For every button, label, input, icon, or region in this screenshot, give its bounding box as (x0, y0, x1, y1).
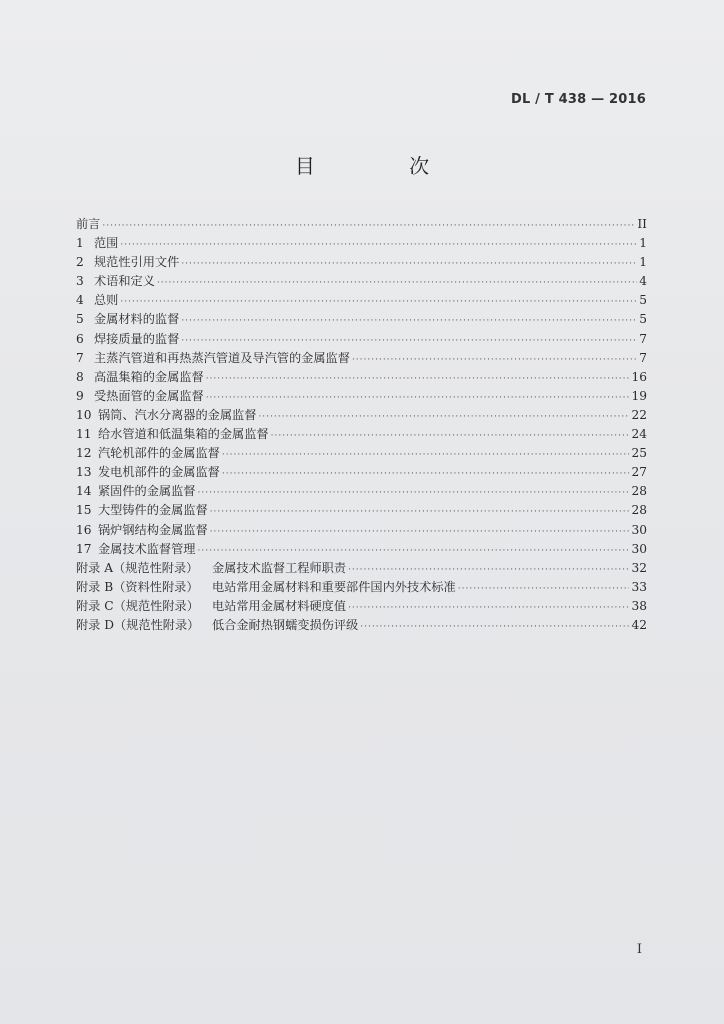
toc-entry-label: 规范性引用文件 (94, 255, 180, 270)
appendix-heading: 附录 C（规范性附录） (76, 598, 199, 613)
dot-leader (120, 293, 637, 312)
toc-entry-page: 7 (639, 331, 647, 346)
toc-entry-12[interactable] (76, 444, 647, 463)
toc-entry-11[interactable] (76, 425, 647, 444)
toc-entry-page: 42 (631, 617, 647, 632)
dot-leader (348, 599, 629, 618)
toc-entry-1[interactable] (76, 234, 647, 253)
toc-entry-number: 12 (76, 446, 92, 461)
page-number: I (636, 942, 642, 957)
toc-entry-4[interactable] (76, 291, 647, 310)
toc-entry-appendix-d[interactable] (76, 616, 647, 635)
toc-entry-9[interactable] (76, 387, 647, 406)
toc-entry-page: 38 (631, 598, 647, 613)
appendix-heading: 附录 B（资料性附录） (76, 579, 199, 594)
toc-entry-page: 30 (631, 541, 647, 556)
dot-leader (222, 465, 630, 484)
toc-entry-13[interactable] (76, 463, 647, 482)
toc-entry-label: 汽轮机部件的金属监督 (98, 446, 220, 461)
toc-entry-page: 4 (639, 274, 647, 289)
toc-entry-14[interactable] (76, 482, 647, 501)
toc-entry-label: 大型铸件的金属监督 (98, 503, 208, 518)
toc-entry-page: 5 (639, 293, 647, 308)
dot-leader (222, 446, 630, 465)
toc-entry-page: 19 (631, 388, 647, 403)
toc-entry-3[interactable] (76, 272, 647, 291)
toc-entry-2[interactable] (76, 253, 647, 272)
dot-leader (198, 484, 630, 503)
toc-entry-page: 1 (639, 236, 647, 251)
standard-code: DL / T 438 — 2016 (510, 92, 646, 107)
appendix-heading: 附录 D（规范性附录） (76, 617, 200, 632)
toc-entry-page: 24 (631, 427, 647, 442)
dot-leader (157, 274, 637, 293)
toc-entry-page: 7 (639, 350, 647, 365)
toc-entry-label: 锅炉钢结构金属监督 (98, 522, 208, 537)
toc-entry-page: 33 (631, 579, 647, 594)
toc-entry-page: 5 (639, 312, 647, 327)
toc-entry-number: 8 (76, 369, 84, 384)
toc-entry-number: 6 (76, 331, 84, 346)
toc-entry-16[interactable] (76, 521, 647, 540)
toc-entry-label: 术语和定义 (94, 274, 155, 289)
toc-entry-foreword[interactable] (76, 215, 647, 234)
toc-entry-label: 受热面管的金属监督 (94, 388, 204, 403)
dot-leader (206, 389, 630, 408)
toc-entry-number: 15 (76, 503, 92, 518)
appendix-heading: 附录 A（规范性附录） (76, 560, 199, 575)
toc-entry-page: 25 (631, 446, 647, 461)
toc-entry-5[interactable] (76, 310, 647, 329)
toc-entry-page: 1 (639, 255, 647, 270)
toc-entry-label: 主蒸汽管道和再热蒸汽管道及导汽管的金属监督 (94, 350, 350, 365)
toc-entry-label: 焊接质量的监督 (94, 331, 180, 346)
toc-entry-appendix-a[interactable] (76, 559, 647, 578)
table-of-contents (76, 215, 647, 635)
dot-leader (120, 236, 637, 255)
toc-entry-page: 22 (631, 407, 647, 422)
toc-entry-label: 前言 (76, 217, 101, 231)
toc-entry-number: 7 (76, 350, 84, 365)
toc-entry-label: 金属技术监督管理 (98, 541, 196, 556)
dot-leader (210, 503, 630, 522)
toc-entry-label: 电站常用金属材料和重要部件国内外技术标准 (212, 579, 456, 594)
toc-entry-page: 32 (631, 560, 647, 575)
dot-leader (258, 408, 629, 427)
dot-leader (181, 255, 637, 274)
toc-entry-number: 5 (76, 312, 84, 327)
toc-entry-label: 金属技术监督工程师职责 (212, 560, 347, 575)
toc-entry-label: 金属材料的监督 (94, 312, 180, 327)
toc-entry-label: 紧固件的金属监督 (98, 484, 196, 499)
dot-leader (458, 580, 630, 599)
toc-entry-page: 16 (631, 369, 647, 384)
dot-leader (181, 312, 637, 331)
dot-leader (102, 217, 635, 236)
toc-entry-number: 17 (76, 541, 92, 556)
toc-entry-number: 9 (76, 388, 84, 403)
dot-leader (352, 351, 637, 370)
toc-entry-number: 14 (76, 484, 92, 499)
toc-entry-17[interactable] (76, 540, 647, 559)
toc-entry-appendix-c[interactable] (76, 597, 647, 616)
toc-entry-page: 27 (631, 465, 647, 480)
toc-entry-appendix-b[interactable] (76, 578, 647, 597)
toc-entry-label: 低合金耐热钢蠕变损伤评级 (212, 617, 359, 632)
toc-entry-15[interactable] (76, 501, 647, 520)
toc-entry-6[interactable] (76, 330, 647, 349)
toc-entry-label: 总则 (94, 293, 119, 308)
dot-leader (271, 427, 630, 446)
toc-entry-page: 28 (631, 484, 647, 499)
toc-entry-number: 2 (76, 255, 84, 270)
toc-entry-number: 11 (76, 427, 92, 442)
toc-entry-10[interactable] (76, 406, 647, 425)
toc-entry-number: 4 (76, 293, 84, 308)
dot-leader (210, 523, 630, 542)
toc-entry-number: 3 (76, 274, 84, 289)
toc-entry-page: 30 (631, 522, 647, 537)
toc-entry-label: 给水管道和低温集箱的金属监督 (98, 427, 269, 442)
toc-entry-7[interactable] (76, 349, 647, 368)
toc-entry-page: II (637, 217, 647, 231)
dot-leader (206, 370, 630, 389)
toc-entry-page: 28 (631, 503, 647, 518)
toc-entry-label: 电站常用金属材料硬度值 (212, 598, 347, 613)
toc-entry-label: 发电机部件的金属监督 (98, 465, 220, 480)
page-title: 目 次 (294, 154, 474, 178)
toc-entry-8[interactable] (76, 368, 647, 387)
toc-entry-label: 锅筒、汽水分离器的金属监督 (98, 407, 257, 422)
toc-entry-label: 高温集箱的金属监督 (94, 369, 204, 384)
toc-entry-number: 10 (76, 407, 92, 422)
toc-entry-number: 16 (76, 522, 92, 537)
toc-entry-number: 13 (76, 465, 92, 480)
dot-leader (360, 618, 629, 637)
toc-entry-label: 范围 (94, 236, 119, 251)
toc-entry-number: 1 (76, 236, 84, 251)
